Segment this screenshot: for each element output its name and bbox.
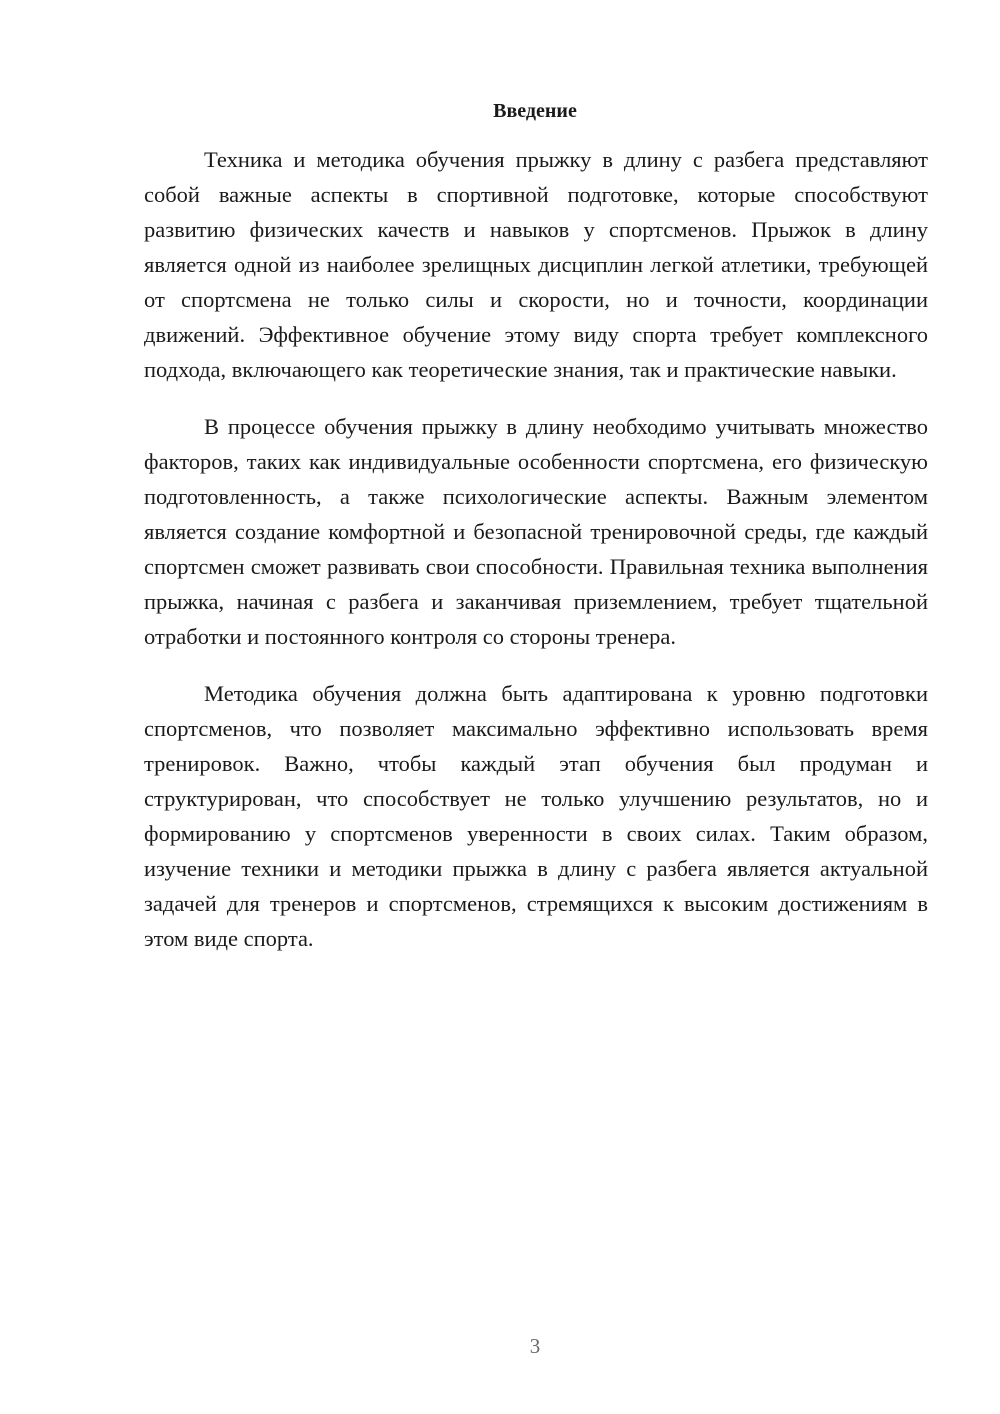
section-title: Введение bbox=[493, 100, 577, 122]
paragraph-1: Техника и методика обучения прыжку в длину с разбега представляют собой важные аспекты в спортивной подготовке, которые способствуют развитию физических качеств и навыков у спортсменов. Прыжок в длину является одной из наиболее зрелищных дисциплин легкой атлетики, требующей от спортсмена не только силы и скорости, но и точности, координации движений. Эффективное обучение этому виду спорта требует комплексного подхода, включающего как теоретические знания, так и практические навыки. bbox=[144, 147, 928, 382]
page-number: 3 bbox=[529, 1334, 541, 1358]
paragraph-3: Методика обучения должна быть адаптирована к уровню подготовки спортсменов, что позволяет максимально эффективно использовать время тренировок. Важно, чтобы каждый этап обучения был продуман и структурирован, что способствует не только улучшению результатов, но и формированию у спортсменов уверенности в своих силах. Таким образом, изучение техники и методики прыжка в длину с разбега является актуальной задачей для тренеров и спортсменов, стремящихся к высоким достижениям в этом виде спорта. bbox=[144, 681, 928, 951]
body-text bbox=[144, 142, 928, 978]
paragraph-2: В процессе обучения прыжку в длину необходимо учитывать множество факторов, таких как индивидуальные особенности спортсмена, его физическую подготовленность, а также психологические аспекты. Важным элементом является создание комфортной и безопасной тренировочной среды, где каждый спортсмен сможет развивать свои способности. Правильная техника выполнения прыжка, начиная с разбега и заканчивая приземлением, требует тщательной отработки и постоянного контроля со стороны тренера. bbox=[144, 414, 928, 649]
